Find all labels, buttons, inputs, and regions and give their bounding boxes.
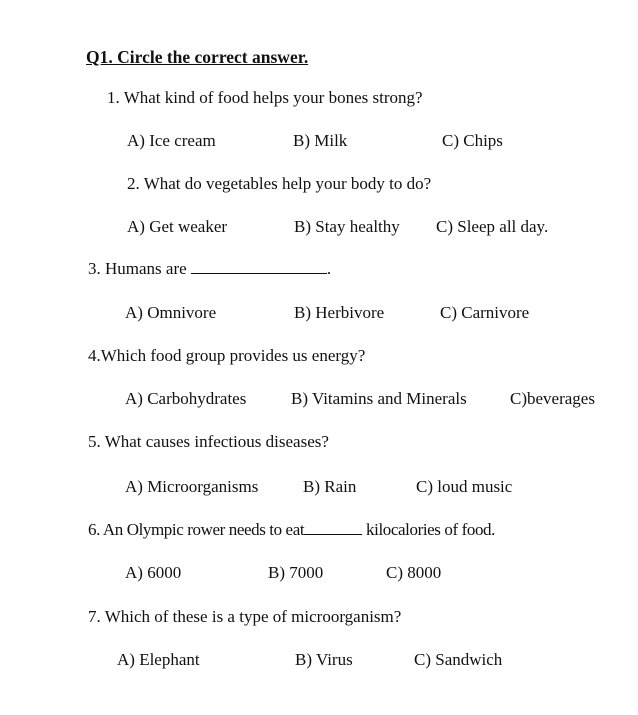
q5-option-c[interactable]: C) loud music bbox=[416, 477, 513, 496]
question-4: 4.Which food group provides us energy? bbox=[88, 346, 366, 365]
q3-option-a[interactable]: A) Omnivore bbox=[125, 303, 217, 322]
question-6 bbox=[88, 520, 495, 540]
answer-blank[interactable] bbox=[191, 273, 327, 274]
q2-option-a[interactable]: A) Get weaker bbox=[127, 217, 228, 236]
q3-option-c[interactable]: C) Carnivore bbox=[440, 303, 530, 322]
q1-option-c[interactable]: C) Chips bbox=[442, 131, 503, 150]
question-7: 7. Which of these is a type of microorganism? bbox=[88, 607, 402, 626]
q6-option-c[interactable]: C) 8000 bbox=[386, 563, 442, 582]
q7-option-c[interactable]: C) Sandwich bbox=[414, 650, 503, 669]
question-6-end: kilocalories of food. bbox=[362, 520, 495, 539]
question-3 bbox=[88, 259, 331, 279]
q4-option-a[interactable]: A) Carbohydrates bbox=[125, 389, 247, 408]
question-5: 5. What causes infectious diseases? bbox=[88, 432, 329, 451]
question-3-text: 3. Humans are bbox=[88, 259, 191, 278]
q6-option-b[interactable]: B) 7000 bbox=[268, 563, 324, 582]
q5-option-a[interactable]: A) Microorganisms bbox=[125, 477, 259, 496]
question-6-text: 6. An Olympic rower needs to eat bbox=[88, 520, 305, 539]
question-1: 1. What kind of food helps your bones strong? bbox=[107, 88, 423, 107]
q3-option-b[interactable]: B) Herbivore bbox=[294, 303, 385, 322]
q5-option-b[interactable]: B) Rain bbox=[303, 477, 357, 496]
q1-option-b[interactable]: B) Milk bbox=[293, 131, 348, 150]
q2-option-c[interactable]: C) Sleep all day. bbox=[436, 217, 549, 236]
q2-option-b[interactable]: B) Stay healthy bbox=[294, 217, 400, 236]
worksheet-title: Q1. Circle the correct answer. bbox=[86, 47, 309, 67]
q7-option-a[interactable]: A) Elephant bbox=[117, 650, 200, 669]
q1-option-a[interactable]: A) Ice cream bbox=[127, 131, 216, 150]
answer-blank[interactable] bbox=[304, 534, 362, 535]
question-2: 2. What do vegetables help your body to do? bbox=[127, 174, 432, 193]
q4-option-b[interactable]: B) Vitamins and Minerals bbox=[291, 389, 467, 408]
question-3-end: . bbox=[326, 259, 332, 278]
q4-option-c[interactable]: C)beverages bbox=[510, 389, 595, 408]
q6-option-a[interactable]: A) 6000 bbox=[125, 563, 182, 582]
q7-option-b[interactable]: B) Virus bbox=[295, 650, 353, 669]
